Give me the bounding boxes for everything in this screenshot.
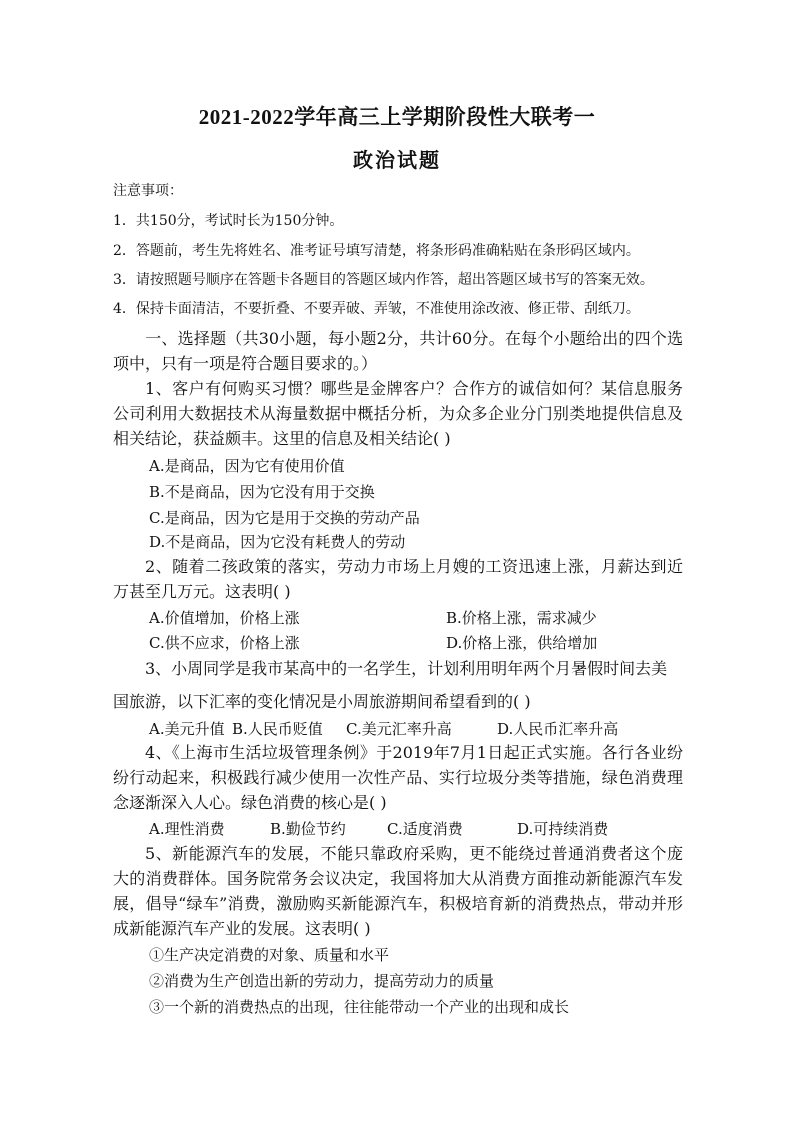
notice-item: 1．共150分，考试时长为150分钟。	[113, 213, 344, 229]
question-3-stem-line1	[113, 656, 683, 681]
question-3-option-b: B.人民币贬值	[232, 720, 323, 738]
question-5-stem	[113, 841, 683, 941]
notice-item: 2．答题前，考生先将姓名、准考证号填写清楚，将条形码准确粘贴在条形码区域内。	[113, 243, 640, 259]
question-2-stem-text: 2、随着二孩政策的落实，劳动力市场上月嫂的工资迅速上涨，月薪达到近万甚至几万元。这表明( )	[113, 557, 683, 601]
question-4-stem-text: 4、《上海市生活垃圾管理条例》于2019年7月1日起正式实施。各行各业纷纷行动起来，积极践行减少使用一次性产品、实行垃圾分类等措施，绿色消费理念逐渐深入人心。绿色消费的核心是( )	[113, 743, 683, 812]
question-3-option-c: C.美元汇率升高	[346, 720, 452, 738]
question-4-option-d: D.可持续消费	[517, 820, 609, 838]
question-5-item-1: ①生产决定消费的对象、质量和水平	[149, 946, 390, 964]
question-1-option-c: C.是商品，因为它是用于交换的劳动产品	[149, 509, 420, 527]
question-2-option-b: B.价格上涨，需求减少	[446, 609, 597, 627]
question-1-option-a: A.是商品，因为它有使用价值	[149, 457, 345, 475]
question-1-stem-text: 1、客户有何购买习惯？哪些是金牌客户？合作方的诚信如何？某信息服务公司利用大数据技术从海量数据中概括分析，为众多企业分门别类地提供信息及相关结论，获益颇丰。这里的信息及相关结论( )	[113, 379, 683, 448]
question-1-stem	[113, 376, 683, 451]
notice-item: 4．保持卡面清洁，不要折叠、不要弄破、弄皱，不准使用涂改液、修正带、刮纸刀。	[113, 301, 640, 317]
question-1-option-d: D.不是商品，因为它没有耗费人的劳动	[149, 533, 406, 551]
question-4-option-b: B.勤俭节约	[270, 820, 346, 838]
question-4-option-a: A.理性消费	[149, 820, 225, 838]
question-2-option-d: D.价格上涨，供给增加	[446, 634, 598, 652]
question-4-option-c: C.适度消费	[387, 820, 463, 838]
section-intro	[113, 326, 683, 376]
question-1-option-b: B.不是商品，因为它没有用于交换	[149, 483, 375, 501]
question-3-stem-line2: 国旅游，以下汇率的变化情况是小周旅游期间希望看到的( )	[113, 692, 531, 711]
question-2-option-c: C.供不应求，价格上涨	[149, 634, 300, 652]
exam-subject: 政治试题	[353, 148, 441, 172]
question-2-stem	[113, 554, 683, 604]
question-5-item-3: ③一个新的消费热点的出现，往往能带动一个产业的出现和成长	[149, 998, 570, 1016]
question-5-item-2: ②消费为生产创造出新的劳动力，提高劳动力的质量	[149, 972, 495, 990]
section-intro-text: 一、选择题（共30小题，每小题2分，共计60分。在每个小题给出的四个选项中，只有一项是符合题目要求的。）	[113, 329, 683, 373]
notice-heading: 注意事项：	[113, 183, 183, 199]
notice-item: 3．请按照题号顺序在答题卡各题目的答题区域内作答，超出答题区域书写的答案无效。	[113, 272, 654, 288]
question-3-option-d: D.人民币汇率升高	[497, 720, 619, 738]
question-4-stem	[113, 740, 683, 815]
question-2-option-a: A.价值增加，价格上涨	[149, 609, 300, 627]
question-5-stem-text: 5、新能源汽车的发展，不能只靠政府采购，更不能绕过普通消费者这个庞大的消费群体。国务院常务会议决定，我国将加大从消费方面推动新能源汽车发展，倡导“绿车”消费，激励购买新能源汽车，积极培育新的消费热点，带动并形成新能源汽车产业的发展。这表明( )	[113, 844, 683, 938]
exam-title: 2021-2022学年高三上学期阶段性大联考一	[198, 105, 596, 129]
question-3-option-a: A.美元升值	[149, 720, 225, 738]
question-3-stem-line1-text: 3、小周同学是我市某高中的一名学生，计划利用明年两个月暑假时间去美	[145, 659, 668, 678]
